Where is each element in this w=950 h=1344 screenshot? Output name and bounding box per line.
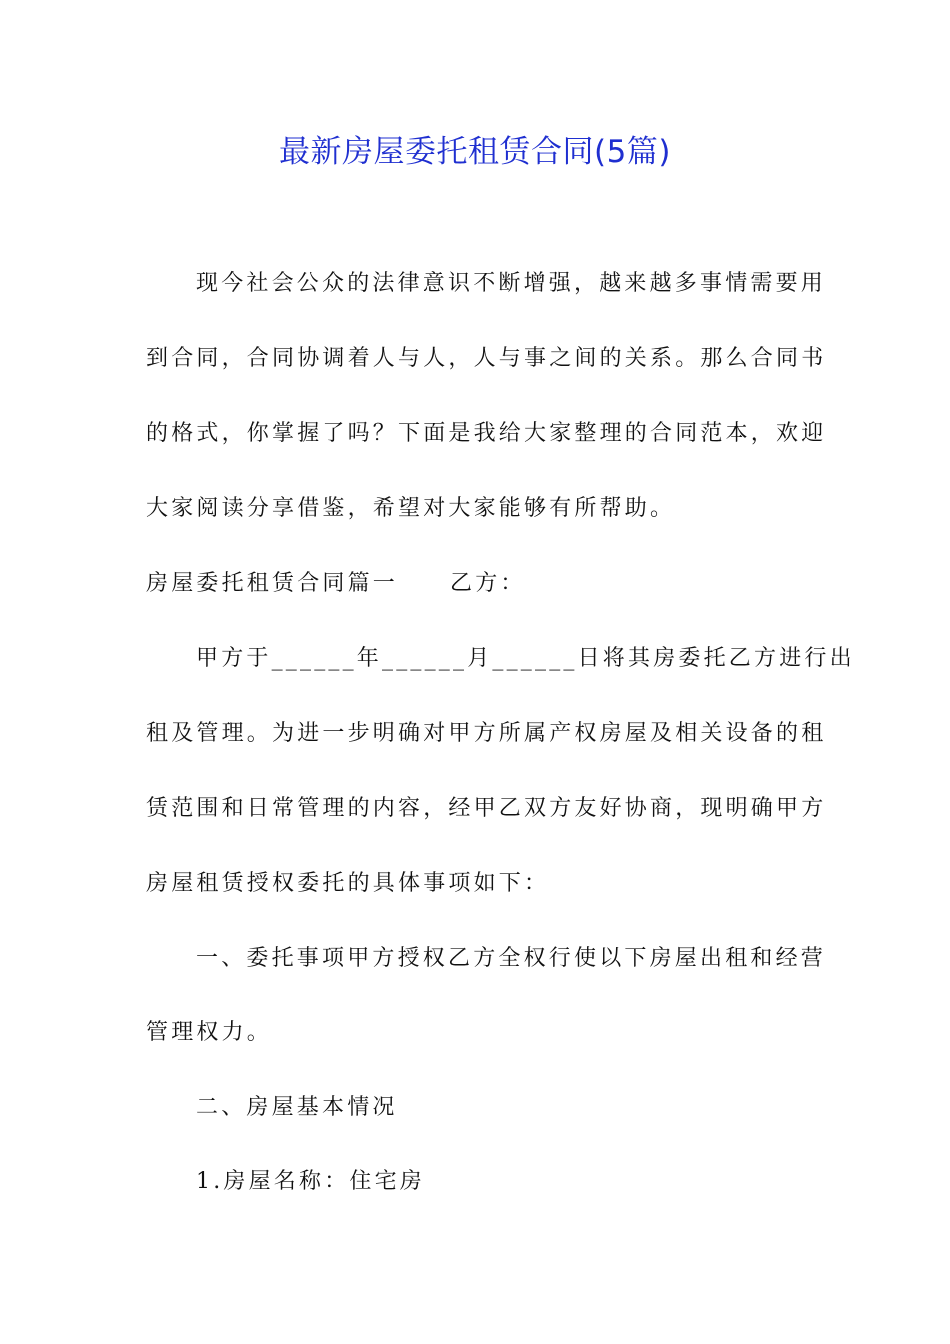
- body-line-3: 赁范围和日常管理的内容，经甲乙双方友好协商，现明确甲方: [146, 796, 827, 821]
- body-line-1: 甲方于______年______月______日将其房委托乙方进行出: [196, 646, 855, 671]
- intro-line-3: 的格式，你掌握了吗？下面是我给大家整理的合同范本，欢迎: [146, 421, 827, 446]
- body-line-8: 1.房屋名称：住宅房: [196, 1169, 425, 1194]
- party-b-label: 乙方：: [450, 571, 526, 596]
- body-line-6: 管理权力。: [146, 1020, 273, 1045]
- body-line-5: 一、委托事项甲方授权乙方全权行使以下房屋出租和经营: [196, 946, 827, 971]
- section-heading: 房屋委托租赁合同篇一: [146, 571, 399, 596]
- body-line-4: 房屋租赁授权委托的具体事项如下：: [146, 871, 550, 896]
- intro-line-4: 大家阅读分享借鉴，希望对大家能够有所帮助。: [146, 496, 676, 521]
- document-title: 最新房屋委托租赁合同(5篇): [279, 134, 671, 170]
- intro-line-1: 现今社会公众的法律意识不断增强，越来越多事情需要用: [196, 271, 827, 296]
- body-line-2: 租及管理。为进一步明确对甲方所属产权房屋及相关设备的租: [146, 721, 827, 746]
- section-heading-line: [146, 568, 806, 600]
- intro-line-2: 到合同，合同协调着人与人，人与事之间的关系。那么合同书: [146, 346, 827, 371]
- body-line-7: 二、房屋基本情况: [196, 1095, 398, 1120]
